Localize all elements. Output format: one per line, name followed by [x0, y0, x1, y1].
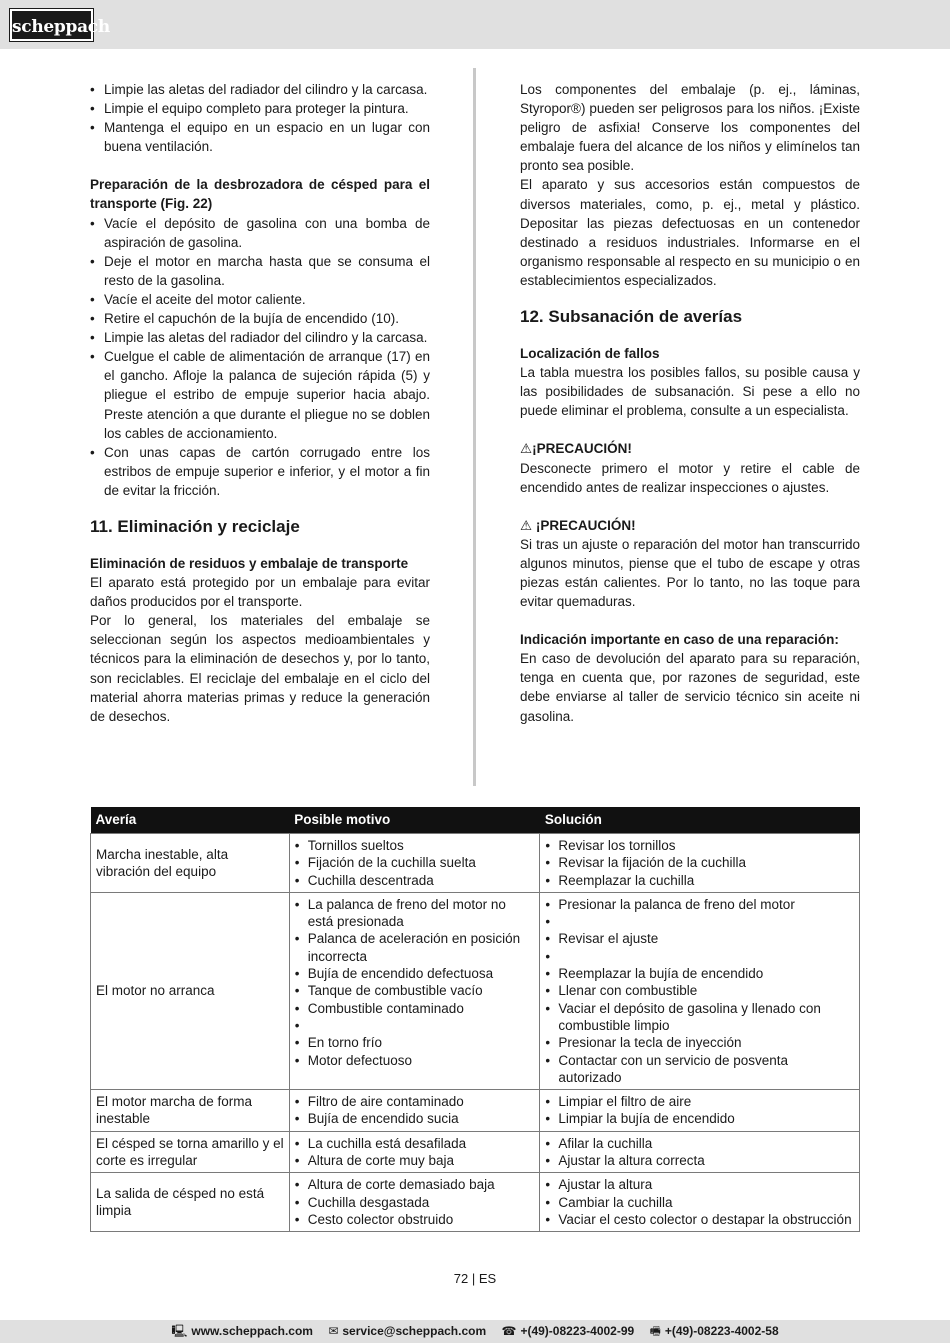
fault-cell: El motor marcha de forma inestable	[91, 1090, 290, 1132]
table-row	[91, 1173, 860, 1232]
fault-paragraph: La tabla muestra los posibles fallos, su posible causa y las posibilidades de subsanación. Si pese a ello no puede eliminar el problema, consulte a un especialista.	[520, 365, 860, 419]
table-row	[91, 1131, 860, 1173]
section-12-title: 12. Subsanación de averías	[520, 307, 743, 327]
fault-cell: El motor no arranca	[91, 892, 290, 1089]
list-item: • La palanca de freno del motor no está presionada	[295, 896, 535, 931]
cause-cell	[289, 1090, 540, 1132]
phone-icon: ☎	[501, 1324, 517, 1338]
transport-heading: Preparación de la desbrozadora de césped para el transporte (Fig. 22)	[90, 177, 430, 212]
fault-cell: La salida de césped no está limpia	[91, 1173, 290, 1232]
caution-heading: ⚠ ¡PRECAUCIÓN!	[520, 516, 860, 535]
list-item: • Reemplazar la bujía de encendido	[545, 965, 854, 982]
fax-icon: 🖷	[649, 1324, 661, 1338]
list-item: • Presionar la palanca de freno del motor	[545, 896, 854, 913]
solution-cell	[540, 834, 860, 893]
list-item: • Altura de corte demasiado baja	[295, 1176, 535, 1193]
header-bar	[0, 0, 950, 49]
list-item: • Bujía de encendido defectuosa	[295, 965, 535, 982]
list-item: • Vacíe el depósito de gasolina con una bomba de aspiración de gasolina.	[90, 214, 430, 252]
caution-paragraph: Desconecte primero el motor y retire el cable de encendido antes de realizar inspecciones o ajustes.	[520, 460, 860, 495]
list-item: • Limpie las aletas del radiador del cilindro y la carcasa.	[90, 328, 430, 347]
table-header-row	[91, 807, 860, 834]
list-item: • Tanque de combustible vacío	[295, 982, 535, 999]
right-column	[520, 80, 860, 726]
list-item: • Fijación de la cuchilla suelta	[295, 854, 535, 871]
cause-cell	[289, 834, 540, 893]
solution-cell	[540, 1173, 860, 1232]
list-item: • Revisar la fijación de la cuchilla	[545, 854, 854, 871]
list-item: • Presionar la tecla de inyección	[545, 1034, 854, 1051]
list-item: • Limpiar la bujía de encendido	[545, 1110, 854, 1127]
caution-paragraph: Si tras un ajuste o reparación del motor han transcurrido algunos minutos, piense que el tubo de escape y otras piezas están calientes. Por lo tanto, no las toque para evitar quemaduras.	[520, 536, 860, 610]
column-header: Avería	[91, 807, 290, 834]
footer-contact-bar	[0, 1320, 950, 1343]
page-number: 72 | ES	[453, 1271, 497, 1286]
list-item: • Cuelgue el cable de alimentación de arranque (17) en el gancho. Afloje la palanca de sujeción rápida (5) y pliegue el estribo de empuje superior hacia abajo. Preste atención a que durante el pliegue no se doblen los cables de accionamiento.	[90, 347, 430, 442]
list-item: • Cuchilla desgastada	[295, 1194, 535, 1211]
list-item: • Cesto colector obstruido	[295, 1211, 535, 1228]
list-item: • Cuchilla descentrada	[295, 872, 535, 889]
solution-cell	[540, 1090, 860, 1132]
cleaning-list	[90, 80, 430, 156]
list-item: • Vaciar el cesto colector o destapar la obstrucción	[545, 1211, 854, 1228]
phone-number: ☎ +(49)-08223-4002-99	[501, 1324, 635, 1338]
fax-number: 🖷 +(49)-08223-4002-58	[649, 1324, 779, 1338]
caution-heading: ⚠¡PRECAUCIÓN!	[520, 439, 860, 458]
email-link[interactable]: ✉ service@scheppach.com	[328, 1324, 487, 1338]
warning-icon: ⚠	[520, 441, 533, 457]
list-item: • Combustible contaminado	[295, 1000, 535, 1017]
cause-cell	[289, 1131, 540, 1173]
list-item: • Vaciar el depósito de gasolina y llenado con combustible limpio	[545, 1000, 854, 1035]
list-item: • Palanca de aceleración en posición incorrecta	[295, 930, 535, 965]
cause-cell	[289, 1173, 540, 1232]
list-item: • Afilar la cuchilla	[545, 1135, 854, 1152]
disposal-paragraph: Por lo general, los materiales del embalaje se seleccionan según los aspectos medioambientales y técnicos para la eliminación de desechos y, por lo tanto, son reciclables. El reciclaje del embalaje en el ciclo del material ahorra materias primas y reduce la generación de desechos.	[90, 613, 430, 724]
list-item: • Ajustar la altura correcta	[545, 1152, 854, 1169]
warning-icon: ⚠	[520, 517, 533, 533]
list-item: • Altura de corte muy baja	[295, 1152, 535, 1169]
list-item: • Limpie el equipo completo para proteger la pintura.	[90, 99, 430, 118]
list-item: • Llenar con combustible	[545, 982, 854, 999]
packaging-paragraph: Los componentes del embalaje (p. ej., láminas, Styropor®) pueden ser peligrosos para los niños. ¡Existe peligro de asfixia! Conserve los componentes del embalaje fuera del alcance de los niños y elimínelos tan pronto sea posible.	[520, 82, 860, 174]
transport-list	[90, 214, 430, 500]
column-divider	[473, 68, 476, 786]
list-item: • La cuchilla está desafilada	[295, 1135, 535, 1152]
disposal-heading: Eliminación de residuos y embalaje de transporte	[90, 555, 409, 571]
scheppach-logo: scheppach	[10, 9, 93, 41]
list-item: • Revisar los tornillos	[545, 837, 854, 854]
list-item: • Revisar el ajuste	[545, 930, 854, 947]
fault-cell: El césped se torna amarillo y el corte es irregular	[91, 1131, 290, 1173]
list-item: • Vacíe el aceite del motor caliente.	[90, 290, 430, 309]
list-item: • Retire el capuchón de la bujía de encendido (10).	[90, 309, 430, 328]
list-item: • Limpiar el filtro de aire	[545, 1093, 854, 1110]
cause-cell	[289, 892, 540, 1089]
list-item: • Reemplazar la cuchilla	[545, 872, 854, 889]
fault-heading: Localización de fallos	[520, 346, 660, 362]
disposal-paragraph: El aparato está protegido por un embalaje para evitar daños producidos por el transporte.	[90, 575, 430, 610]
table-row	[91, 834, 860, 893]
list-item: • Con unas capas de cartón corrugado entre los estribos de empuje superior e inferior, y el motor a fin de evitar la fricción.	[90, 443, 430, 500]
fault-cell: Marcha inestable, alta vibración del equipo	[91, 834, 290, 893]
troubleshooting-table	[90, 807, 860, 1232]
list-item: • Tornillos sueltos	[295, 837, 535, 854]
table-row	[91, 892, 860, 1089]
list-item: • Bujía de encendido sucia	[295, 1110, 535, 1127]
column-header: Posible motivo	[289, 807, 540, 834]
list-item: • Filtro de aire contaminado	[295, 1093, 535, 1110]
list-item: • Ajustar la altura	[545, 1176, 854, 1193]
email-icon: ✉	[328, 1324, 339, 1338]
list-item: • Mantenga el equipo en un espacio en un lugar con buena ventilación.	[90, 118, 430, 156]
repair-paragraph: En caso de devolución del aparato para su reparación, tenga en cuenta que, por razones de seguridad, este debe enviarse al taller de servicio técnico sin aceite ni gasolina.	[520, 651, 860, 724]
list-item: • Limpie las aletas del radiador del cilindro y la carcasa.	[90, 80, 430, 99]
computer-icon: 🖳	[171, 1324, 188, 1338]
table-row	[91, 1090, 860, 1132]
website-link[interactable]: 🖳 www.scheppach.com	[171, 1324, 313, 1338]
repair-heading: Indicación importante en caso de una reparación:	[520, 632, 839, 648]
solution-cell	[540, 1131, 860, 1173]
list-item: • Motor defectuoso	[295, 1052, 535, 1069]
list-item: • Contactar con un servicio de posventa autorizado	[545, 1052, 854, 1087]
list-item: • Deje el motor en marcha hasta que se consuma el resto de la gasolina.	[90, 252, 430, 290]
section-11-title: 11. Eliminación y reciclaje	[90, 516, 300, 536]
left-column	[90, 80, 430, 726]
column-header: Solución	[540, 807, 860, 834]
materials-paragraph: El aparato y sus accesorios están compuestos de diversos materiales, como, p. ej., metal y plástico. Depositar las piezas defectuosas en un contenedor destinado a residuos industriales. Informarse en el organismo responsable al respecto en su municipio o en establecimientos especializados.	[520, 177, 860, 288]
solution-cell	[540, 892, 860, 1089]
list-item: • Cambiar la cuchilla	[545, 1194, 854, 1211]
list-item: • En torno frío	[295, 1034, 535, 1051]
